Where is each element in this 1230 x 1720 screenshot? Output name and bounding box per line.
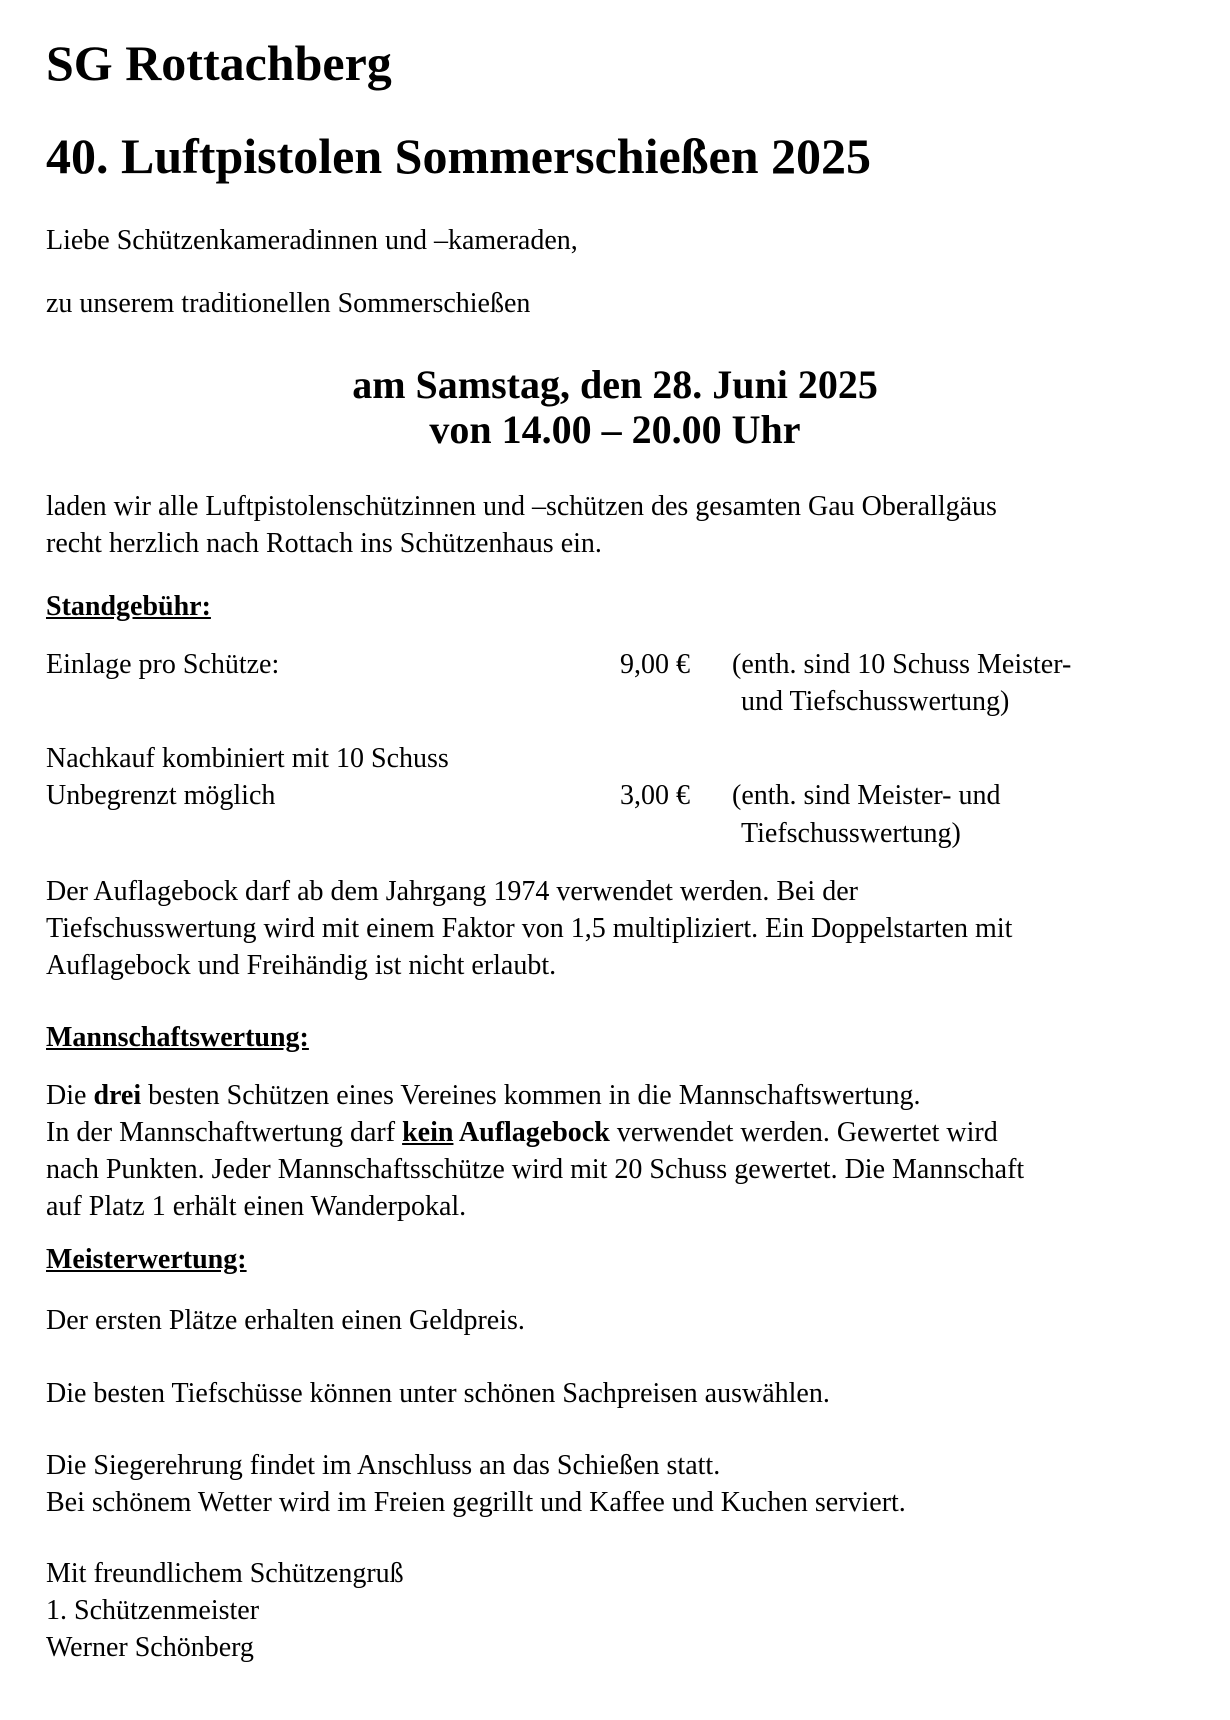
fee-2-note-line-1: (enth. sind Meister- und — [732, 780, 1001, 811]
mannschaft-line-1 — [46, 1082, 921, 1110]
mannschaft-line-2-post: verwendet werden. Gewertet wird — [609, 1117, 998, 1148]
mannschaft-line-1-post: besten Schützen eines Vereines kommen in die Mannschaftswertung. — [141, 1080, 921, 1111]
mannschaft-line-2-bold: Auflagebock — [453, 1117, 610, 1148]
meister-line-3: Die Siegerehrung findet im Anschluss an das Schießen statt. — [46, 1450, 721, 1481]
mannschaft-line-3: nach Punkten. Jeder Mannschaftsschütze wird mit 20 Schuss gewertet. Die Mannschaft — [46, 1154, 1025, 1185]
mannschaft-line-1-bold: drei — [93, 1080, 142, 1111]
mannschaft-line-2 — [46, 1119, 998, 1147]
fee-1-note-line-1: (enth. sind 10 Schuss Meister- — [732, 649, 1072, 680]
fee-1-note-line-2: und Tiefschusswertung) — [741, 686, 1010, 717]
rules-line-1: Der Auflagebock darf ab dem Jahrgang 1974 verwendet werden. Bei der — [46, 876, 858, 907]
event-title: 40. Luftpistolen Sommerschießen 2025 — [46, 128, 871, 184]
intro-lead: zu unserem traditionellen Sommerschießen — [46, 288, 531, 319]
event-time: von 14.00 – 20.00 Uhr — [429, 407, 801, 452]
closing-role: 1. Schützenmeister — [46, 1595, 260, 1626]
greeting: Liebe Schützenkameradinnen und –kameraden, — [46, 225, 578, 256]
fee-2-label-line-2: Unbegrenzt möglich — [46, 780, 276, 811]
club-name: SG Rottachberg — [46, 35, 392, 91]
event-date: am Samstag, den 28. Juni 2025 — [352, 362, 878, 407]
meister-line-1: Der ersten Plätze erhalten einen Geldpreis. — [46, 1305, 525, 1336]
standgebuehr-heading: Standgebühr: — [46, 591, 211, 622]
meister-heading: Meisterwertung: — [46, 1244, 247, 1275]
fee-2-price: 3,00 € — [620, 780, 690, 811]
closing-signatory: Werner Schönberg — [46, 1632, 254, 1663]
mannschaft-line-2-kein: kein — [402, 1117, 454, 1148]
meister-line-4: Bei schönem Wetter wird im Freien gegrillt und Kaffee und Kuchen serviert. — [46, 1487, 906, 1518]
fee-2-label-line-1: Nachkauf kombiniert mit 10 Schuss — [46, 743, 449, 774]
rules-line-2: Tiefschusswertung wird mit einem Faktor von 1,5 multipliziert. Ein Doppelstarten mit — [46, 913, 1013, 944]
closing-salutation: Mit freundlichem Schützengruß — [46, 1558, 404, 1589]
mannschaft-heading: Mannschaftswertung: — [46, 1022, 309, 1053]
invitation-line-2: recht herzlich nach Rottach ins Schützenhaus ein. — [46, 528, 602, 559]
invitation-line-1: laden wir alle Luftpistolenschützinnen und –schützen des gesamten Gau Oberallgäus — [46, 491, 997, 522]
mannschaft-line-1-pre: Die — [46, 1080, 94, 1111]
fee-2-note-line-2: Tiefschusswertung) — [741, 818, 961, 849]
meister-line-2: Die besten Tiefschüsse können unter schönen Sachpreisen auswählen. — [46, 1378, 830, 1409]
rules-line-3: Auflagebock und Freihändig ist nicht erlaubt. — [46, 950, 557, 981]
fee-1-label: Einlage pro Schütze: — [46, 649, 280, 680]
mannschaft-line-2-pre: In der Mannschaftwertung darf — [46, 1117, 403, 1148]
fee-1-price: 9,00 € — [620, 649, 690, 680]
mannschaft-line-4: auf Platz 1 erhält einen Wanderpokal. — [46, 1191, 467, 1222]
